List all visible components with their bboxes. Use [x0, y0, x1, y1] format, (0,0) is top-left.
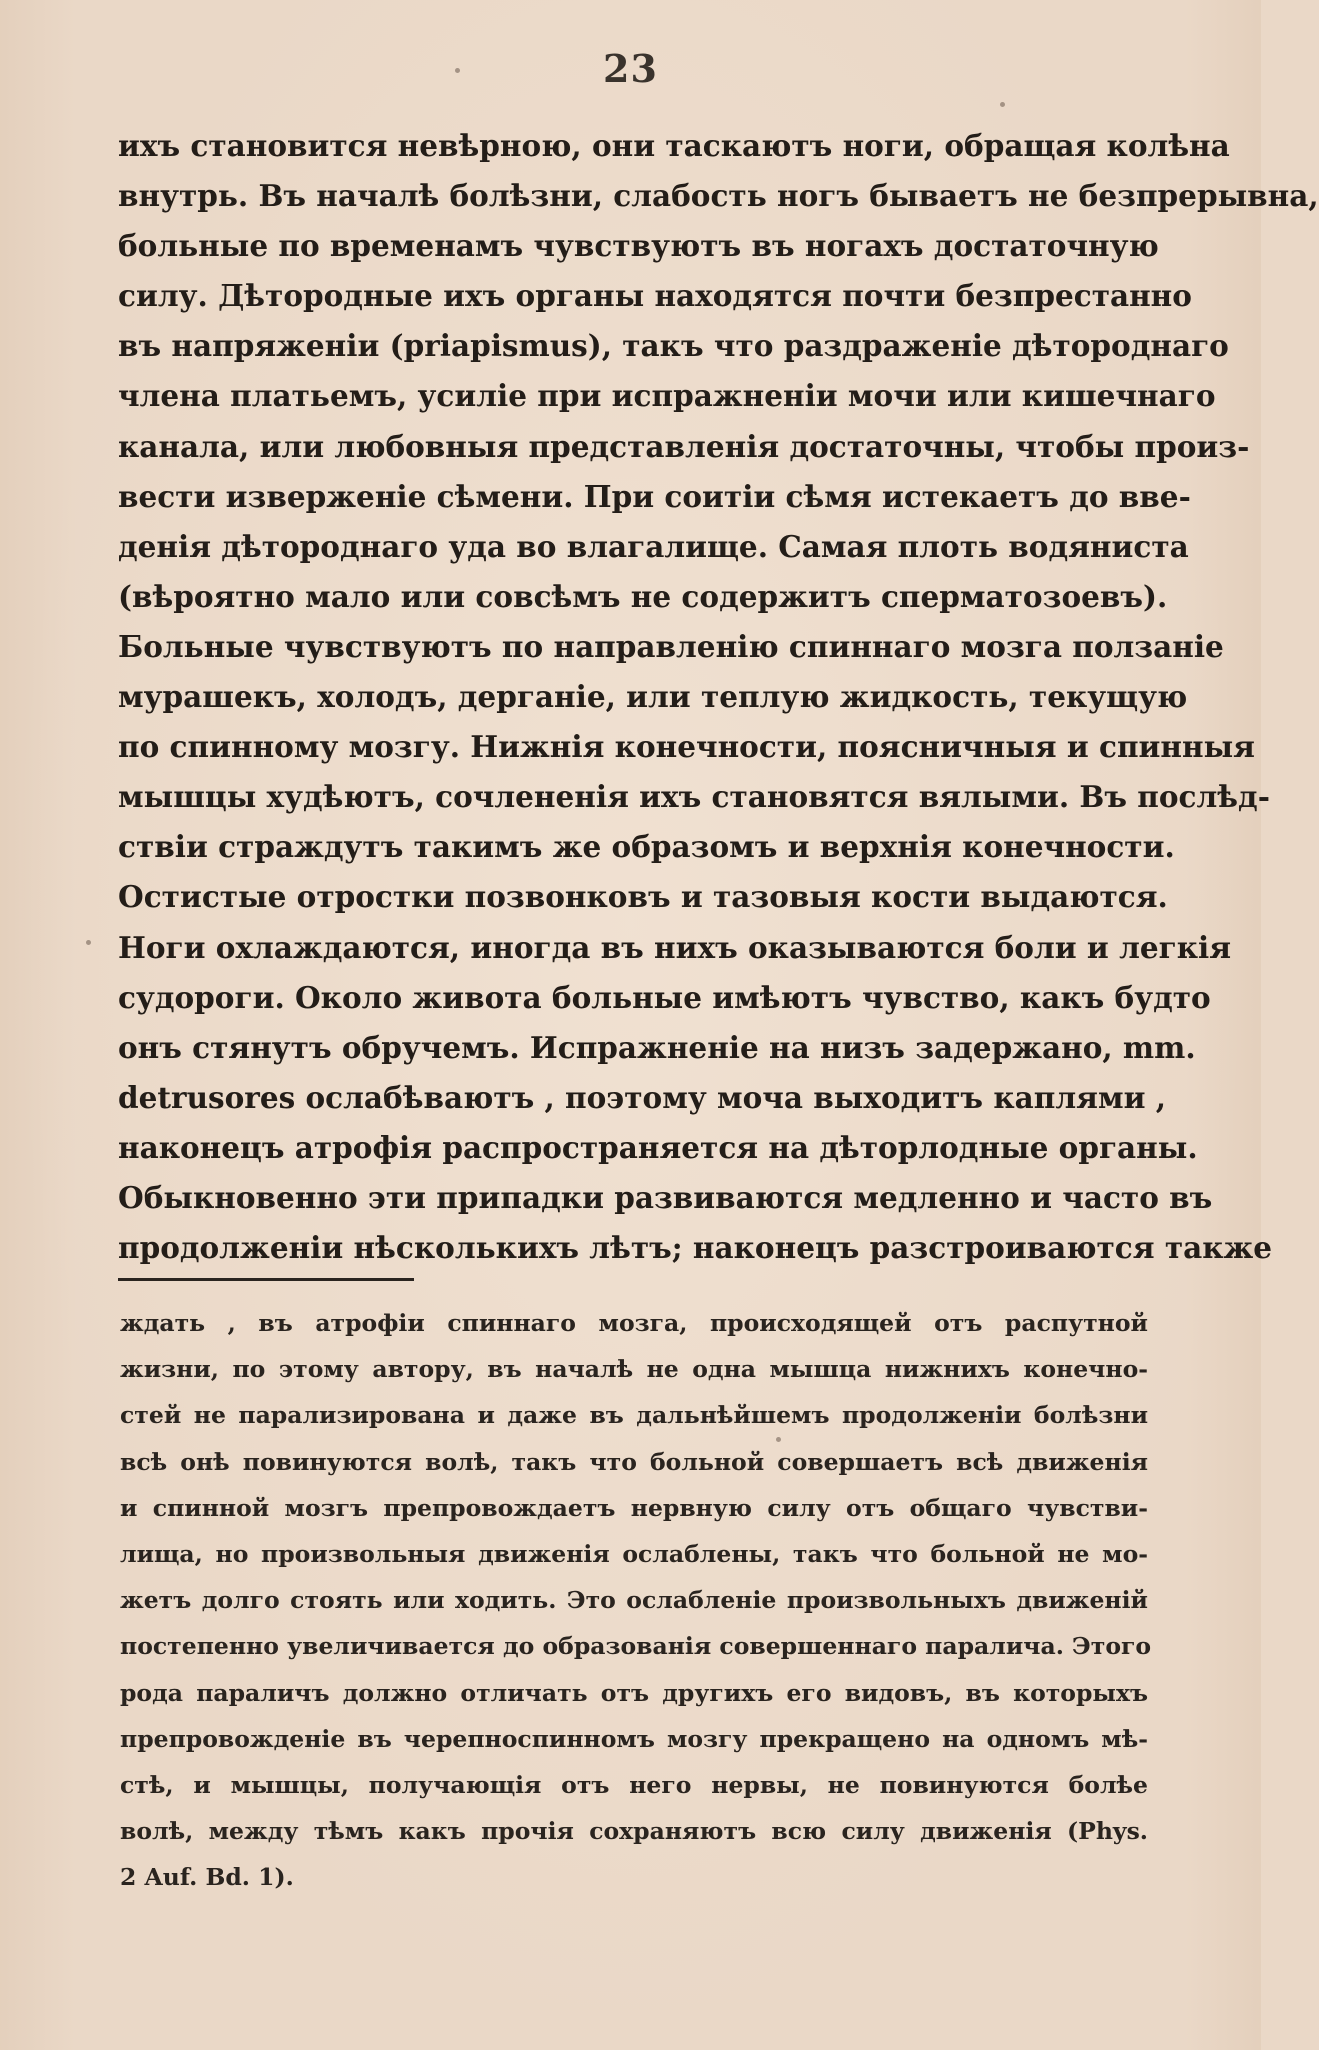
footnote-line: жетъ долго стоять или ходить. Это ослабленіе произвольныхъ движеній: [120, 1586, 1148, 1615]
main-text-block: [118, 121, 1319, 1273]
text-line: наконецъ атрофія распространяется на дѣторлодные органы.: [118, 1129, 1198, 1165]
footnote-line: и спинной мозгъ препровождаетъ нервную силу отъ общаго чувстви-: [120, 1493, 1148, 1522]
text-line: больные по временамъ чувствуютъ въ ногахъ достаточную: [118, 228, 1159, 264]
text-line: онъ стянутъ обручемъ. Испражненіе на низъ задержано, mm.: [118, 1029, 1196, 1065]
text-line: члена платьемъ, усиліе при испражненіи мочи или кишечнаго: [118, 378, 1216, 414]
text-line: Обыкновенно эти припадки развиваются медленно и часто въ: [118, 1179, 1213, 1215]
text-line: Ноги охлаждаются, иногда въ нихъ оказываются боли и легкія: [118, 929, 1232, 965]
footnote-line: волѣ, между тѣмъ какъ прочія сохраняютъ всю силу движенія (Phys.: [120, 1817, 1148, 1846]
paper-speck: [86, 940, 91, 945]
text-line: мышцы худѣютъ, сочлененія ихъ становятся вялыми. Въ послѣд-: [118, 779, 1270, 815]
footnote-line: всѣ онѣ повинуются волѣ, такъ что больной совершаетъ всѣ движенія: [120, 1447, 1148, 1476]
text-line: detrusores ослабѣваютъ , поэтому моча выходитъ каплями ,: [118, 1079, 1166, 1115]
page-number: 23: [603, 46, 658, 91]
text-line: мурашекъ, холодъ, дерганіе, или теплую жидкость, текущую: [118, 679, 1188, 715]
text-line: ихъ становится невѣрною, они таскаютъ ноги, обращая колѣна: [118, 128, 1230, 163]
text-line: продолженіи нѣсколькихъ лѣтъ; наконецъ разстроиваются также: [118, 1230, 1273, 1266]
text-line: силу. Дѣтородные ихъ органы находятся почти безпрестанно: [118, 278, 1192, 314]
footnote-line: ждать , въ атрофіи спиннаго мозга, происходящей отъ распутной: [120, 1309, 1148, 1337]
footnote-line: стей не парализирована и даже въ дальнѣйшемъ продолженіи болѣзни: [120, 1401, 1148, 1430]
text-line: денія дѣтороднаго уда во влагалище. Самая плоть водяниста: [118, 528, 1189, 564]
footnote-line: 2 Auf. Bd. 1).: [120, 1863, 294, 1892]
text-line: судороги. Около живота больные имѣютъ чувство, какъ будто: [118, 979, 1211, 1015]
text-line: Остистые отростки позвонковъ и тазовыя кости выдаются.: [118, 879, 1168, 915]
footnote-block: [120, 1300, 1152, 1900]
text-line: (вѣроятно мало или совсѣмъ не содержитъ сперматозоевъ).: [118, 578, 1168, 614]
paper-speck: [776, 1437, 781, 1442]
footnote-line: стѣ, и мышцы, получающія отъ него нервы, не повинуются болѣе: [120, 1770, 1148, 1799]
text-line: канала, или любовныя представленія достаточны, чтобы произ-: [118, 428, 1250, 464]
footnote-line: постепенно увеличивается до образованія совершеннаго паралича. Этого: [120, 1632, 1152, 1661]
footnote-separator: [118, 1278, 414, 1281]
footnote-line: препровожденіе въ черепноспинномъ мозгу прекращено на одномъ мѣ-: [120, 1724, 1148, 1753]
paper-speck: [1000, 102, 1005, 107]
paper-speck: [455, 68, 460, 73]
text-line: внутрь. Въ началѣ болѣзни, слабость ногъ бываетъ не безпрерывна,: [118, 178, 1319, 214]
footnote-line: жизни, по этому автору, въ началѣ не одна мышца нижнихъ конечно-: [120, 1355, 1148, 1384]
text-line: по спинному мозгу. Нижнія конечности, поясничныя и спинныя: [118, 729, 1255, 765]
footnote-line: рода параличъ должно отличать отъ другихъ его видовъ, въ которыхъ: [120, 1678, 1148, 1707]
text-line: ствіи страждутъ такимъ же образомъ и верхнія конечности.: [118, 829, 1175, 865]
text-line: въ напряженіи (priapismus), такъ что раздраженіе дѣтороднаго: [118, 328, 1229, 364]
text-line: Больные чувствуютъ по направленію спиннаго мозга ползаніе: [118, 628, 1224, 664]
footnote-line: лища, но произвольныя движенія ослаблены, такъ что больной не мо-: [120, 1539, 1148, 1568]
text-line: вести изверженіе сѣмени. При соитіи сѣмя истекаетъ до вве-: [118, 478, 1191, 514]
